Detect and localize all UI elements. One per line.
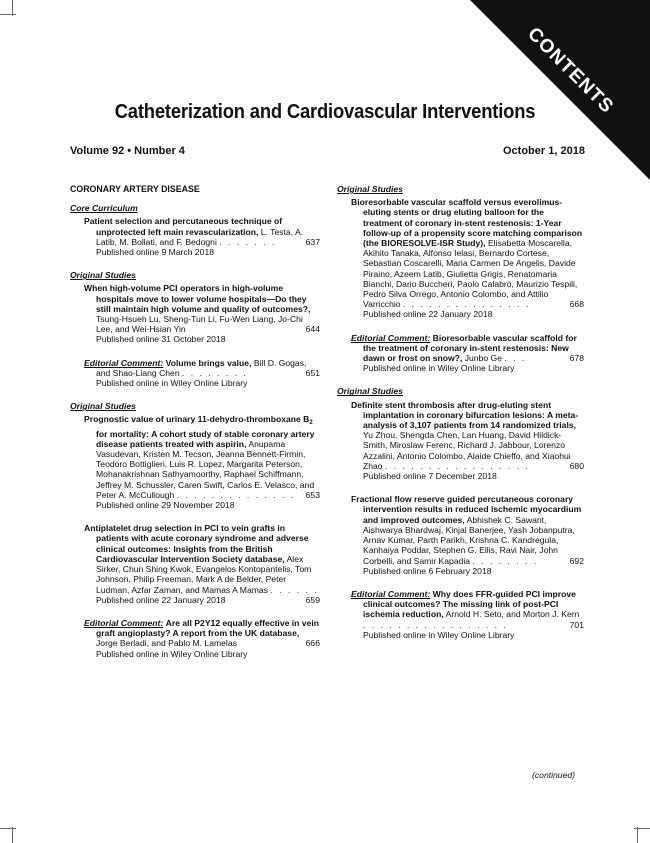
volume-number: Volume 92 • Number 4 [70,145,185,157]
dot-leader: . . . . . . . . [182,367,248,378]
article-authors: Alex Sirker, Chun Shing Kwok, Evangelos Kontopantelis, Tom Johnson, Philip Freeman, Mark A de Belder, Peter Ludman, Azfar Zaman, and Mamas A Mamas [96,553,312,595]
article-authors: Tsung-Hsueh Lu, Sheng-Tun Li, Fu-Wen Liang, Jo-Chi Lee, and Wei-Hsian Yin [96,314,303,335]
article-title: Are all P2Y12 equally effective in vein graft angioplasty? A report from the UK database, [96,617,319,639]
title-part: for mortality: A cohort study of stable coronary artery disease patients treated with aspirin, [96,428,315,449]
page-number: 644 [305,324,320,335]
category-heading: Original Studies [337,386,403,397]
toc-entry[interactable] [84,523,320,605]
editorial-comment-label: Editorial Comment: [351,588,431,599]
editorial-comment-label: Editorial Comment: [84,357,164,368]
dot-leader: . . . . . . . . [472,555,539,566]
toc-entry[interactable] [351,494,584,576]
page-number: 701 [569,619,584,630]
article-authors: Yu Zhou, Shengda Chen, Lan Huang, David Hildick-Smith, Miroslaw Ferenc, Richard J. Jabbour, Lorenzo Azzalini, Antonio Colombo, Alaide Chieffo, and Xiaohui Zhao [363,430,571,471]
toc-entry[interactable] [351,197,584,319]
toc-entry[interactable] [84,358,320,389]
page-number: 659 [305,594,320,605]
toc-entry[interactable] [84,283,320,344]
page-number: 666 [305,638,320,649]
crop-mark [0,14,16,15]
toc-entry[interactable] [84,618,320,659]
article-title: Patient selection and percutaneous technique of unprotected left main revascularization, [84,216,283,237]
article-title: Bioresorbable vascular scaffold versus everolimus-eluting stents or drug eluting balloon for the treatment of coronary in-stent restenosis: 1-Year follow-up of a propensity score matching comparison (the BIORESOLVE-ISR Study), [351,197,583,249]
dot-leader: . . . . . . . . . . . . . . . . . [384,460,530,471]
toc-entry[interactable] [84,216,320,257]
article-authors: Bill D. Gogas, and Shao-Liang Chen [96,357,307,378]
article-title: Definite stent thrombosis after drug-eluting stent implantation in coronary bifurcation lesions: A meta-analysis of 3,107 patients from 14 randomized trials, [351,399,579,431]
toc-entry[interactable] [351,400,584,482]
issue-date: October 1, 2018 [503,145,585,157]
article-title: Volume brings value, [165,357,252,368]
published-date: Published online 29 November 2018 [96,500,235,511]
left-column [70,184,320,672]
page-number: 668 [569,299,584,310]
published-date: Published online 6 February 2018 [363,565,492,576]
category-heading: Core Curriculum [70,203,138,214]
published-date: Published online 22 January 2018 [96,594,226,605]
editorial-comment-label: Editorial Comment: [84,617,164,628]
crop-mark [0,828,16,829]
category-heading: Original Studies [337,184,403,194]
article-authors: Abhishek C. Sawant, Aishwarya Bhardwaj, Kinjal Banerjee, Yash Jobanputra, Arnav Kumar, Parth Parikh, Krishna C. Kandregula, Kanhaiya Poddar, Stephen G. Ellis, Ravi Nair, John Corbelli, and Samir Kapadia [363,514,575,566]
published-date: Published online 7 December 2018 [363,471,497,482]
published-date: Published online in Wiley Online Library [363,363,515,374]
section-heading: CORONARY ARTERY DISEASE [70,184,200,194]
article-authors: Elisabetta Moscarella, Akihito Tanaka, Alfonso Ielasi, Bernardo Cortese, Sebastian Coscarelli, Maria Carmen De Angelis, Davide Piraino, Azeem Latib, Giulietta Grigis, Renatomaria Bianchi, Dario Buccheri, Paolo Calabrò, Maurizio Tespili, Pedro Silva Orrego, Antonio Colombo, and Attilio Varricchio [363,238,578,310]
published-date: Published online 9 March 2018 [96,247,215,258]
editorial-comment-label: Editorial Comment: [351,332,431,343]
dot-leader: . . . . . . . . . . . . . . [176,489,296,500]
dot-leader: . . . [504,353,527,364]
published-date: Published online 31 October 2018 [96,334,226,345]
page-number: 678 [569,353,584,364]
dot-leader: . . . . . . [270,584,319,595]
page-number: 680 [569,460,584,471]
article-title: Antiplatelet drug selection in PCI to vein grafts in patients with acute coronary syndrome and adverse clinical outcomes: Insights from the British Cardiovascular Intervention Society database, [84,523,309,564]
category-heading: Original Studies [70,270,136,281]
page-number: 692 [569,555,584,566]
published-date: Published online in Wiley Online Library [363,629,515,640]
toc-entry[interactable] [84,414,320,510]
dot-leader: . . . . . . . . . . . . . . . . . [363,619,508,630]
dot-leader: . . . . . . . [219,236,277,247]
crop-mark [634,828,650,829]
category-heading: Original Studies [70,401,136,412]
article-title: When high-volume PCI operators in high-volume hospitals move to lower volume hospitals—Do they still maintain high volume and quality of outcomes?, [84,283,311,314]
published-date: Published online 22 January 2018 [363,309,493,320]
article-title: Why does FFR-guided PCI improve clinical outcomes? The missing link of post-PCI ischemia reduction, [363,588,576,620]
article-title: Fractional flow reserve guided percutaneous coronary intervention results in reduced ischemic myocardium and improved outcomes, [351,494,582,525]
page-number: 637 [305,236,320,247]
crop-mark [637,827,638,843]
page-number: 653 [305,489,320,500]
contents-label: CONTENTS [523,23,618,118]
article-authors: Arnold H. Seto, and Morton J. Kern [445,609,580,620]
article-authors: Junbo Ge [464,353,502,364]
page-number: 651 [305,367,320,378]
subscript: 2 [309,420,313,427]
crop-mark [12,827,13,843]
article-authors: Jorge Berladi, and Pablo M. Lamelas [96,638,237,649]
toc-entry[interactable] [351,589,584,640]
journal-title: Catheterization and Cardiovascular Interventions [114,101,536,123]
toc-entry[interactable] [351,333,584,374]
title-part: Prognostic value of urinary 11-dehydro-thromboxane B [84,414,310,425]
article-title: Bioresorbable vascular scaffold for the treatment of coronary in-stent restenosis: New dawn or frost on snow?, [363,332,577,364]
article-authors: Anupama Vasudevan, Kristen M. Tecson, Jeanna Bennett-Firmin, Teodoro Bottiglieri, Luis R. Lopez, Margarita Peterson, Mohanakrishnan Sathyamoorthy, Raphael Schiffmann, Jeffrey M. Schussler, Caren Swift, Carlos E. Velasco, and Peter A. McCullough [96,438,315,500]
dot-leader: . . . . . . . . . . . . . . . [402,299,531,310]
published-date: Published online in Wiley Online Library [96,648,248,659]
continued-note: (continued) [532,770,575,780]
published-date: Published online in Wiley Online Library [96,378,248,389]
right-column [337,184,584,653]
article-authors: L. Testa, A. Latib, M. Bollati, and F. Bedogni [96,226,304,247]
